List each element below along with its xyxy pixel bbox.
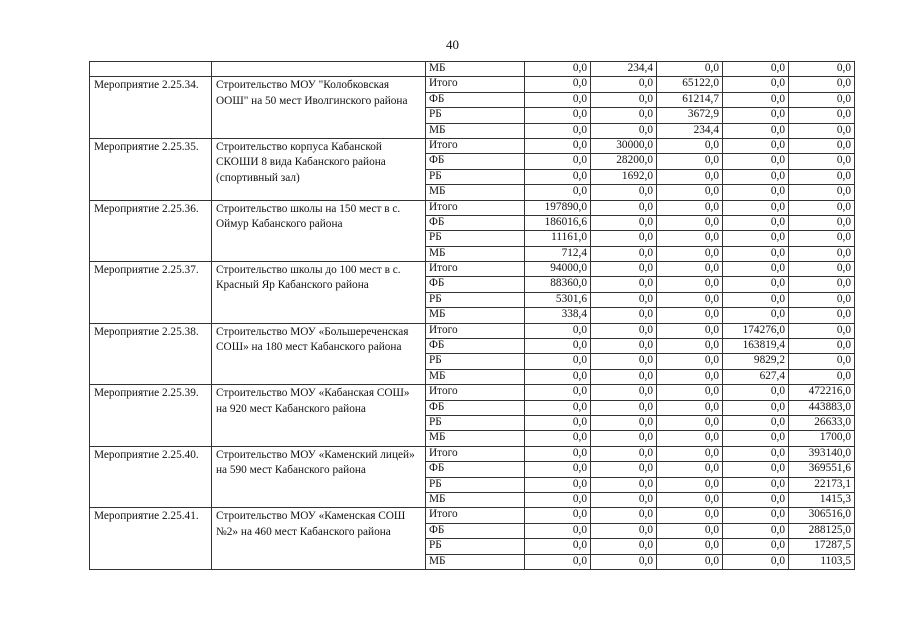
value-cell: 0,0 xyxy=(591,415,657,430)
description-cell: Строительство МОУ «Кабанская СОШ» на 920 мест Кабанского района xyxy=(212,385,426,447)
source-cell: РБ xyxy=(426,354,525,369)
value-cell: 0,0 xyxy=(657,431,723,446)
source-cell: МБ xyxy=(426,308,525,323)
value-cell: 0,0 xyxy=(657,154,723,169)
value-cell: 26633,0 xyxy=(789,415,855,430)
value-cell: 0,0 xyxy=(723,231,789,246)
value-cell: 234,4 xyxy=(657,123,723,138)
value-cell: 0,0 xyxy=(591,200,657,215)
source-cell: ФБ xyxy=(426,523,525,538)
value-cell: 0,0 xyxy=(525,400,591,415)
value-cell: 0,0 xyxy=(723,539,789,554)
value-cell: 0,0 xyxy=(591,508,657,523)
description-cell: Строительство МОУ «Каменский лицей» на 590 мест Кабанского района xyxy=(212,446,426,508)
value-cell: 30000,0 xyxy=(591,138,657,153)
value-cell: 0,0 xyxy=(723,169,789,184)
source-cell: Итого xyxy=(426,446,525,461)
value-cell: 0,0 xyxy=(723,108,789,123)
description-cell: Строительство МОУ «Каменская СОШ №2» на 460 мест Кабанского района xyxy=(212,508,426,570)
value-cell: 0,0 xyxy=(657,477,723,492)
value-cell: 0,0 xyxy=(591,523,657,538)
value-cell: 0,0 xyxy=(591,492,657,507)
value-cell: 0,0 xyxy=(723,554,789,569)
value-cell: 174276,0 xyxy=(723,323,789,338)
source-cell: РБ xyxy=(426,169,525,184)
value-cell: 0,0 xyxy=(591,262,657,277)
value-cell: 0,0 xyxy=(591,323,657,338)
value-cell: 0,0 xyxy=(657,400,723,415)
value-cell: 1415,3 xyxy=(789,492,855,507)
value-cell: 0,0 xyxy=(789,292,855,307)
value-cell: 0,0 xyxy=(525,523,591,538)
source-cell: ФБ xyxy=(426,154,525,169)
measure-cell: Мероприятие 2.25.34. xyxy=(90,77,212,139)
value-cell: 0,0 xyxy=(591,446,657,461)
value-cell: 0,0 xyxy=(591,215,657,230)
value-cell: 0,0 xyxy=(591,277,657,292)
page-number: 40 xyxy=(446,37,459,52)
value-cell: 0,0 xyxy=(525,108,591,123)
value-cell: 0,0 xyxy=(591,385,657,400)
value-cell: 0,0 xyxy=(657,415,723,430)
value-cell: 0,0 xyxy=(591,231,657,246)
value-cell: 0,0 xyxy=(789,215,855,230)
value-cell: 443883,0 xyxy=(789,400,855,415)
source-cell: ФБ xyxy=(426,277,525,292)
value-cell: 0,0 xyxy=(591,185,657,200)
value-cell: 0,0 xyxy=(657,323,723,338)
value-cell: 0,0 xyxy=(723,154,789,169)
value-cell: 0,0 xyxy=(591,477,657,492)
description-cell: Строительство корпуса Кабанской СКОШИ 8 вида Кабанского района (спортивный зал) xyxy=(212,138,426,200)
value-cell: 1700,0 xyxy=(789,431,855,446)
value-cell: 0,0 xyxy=(591,292,657,307)
source-cell: РБ xyxy=(426,292,525,307)
value-cell: 0,0 xyxy=(723,415,789,430)
value-cell: 65122,0 xyxy=(657,77,723,92)
description-cell: Строительство МОУ «Большереченская СОШ» на 180 мест Кабанского района xyxy=(212,323,426,385)
value-cell: 0,0 xyxy=(723,277,789,292)
funding-table xyxy=(89,61,855,570)
value-cell: 0,0 xyxy=(657,200,723,215)
value-cell: 0,0 xyxy=(591,554,657,569)
value-cell: 0,0 xyxy=(789,138,855,153)
value-cell: 0,0 xyxy=(789,185,855,200)
value-cell: 0,0 xyxy=(591,92,657,107)
value-cell: 0,0 xyxy=(591,308,657,323)
source-cell: МБ xyxy=(426,123,525,138)
value-cell: 0,0 xyxy=(723,385,789,400)
table-row xyxy=(90,508,855,523)
value-cell: 0,0 xyxy=(657,231,723,246)
value-cell: 9829,2 xyxy=(723,354,789,369)
value-cell: 61214,7 xyxy=(657,92,723,107)
value-cell: 0,0 xyxy=(723,431,789,446)
value-cell: 0,0 xyxy=(723,508,789,523)
value-cell: 0,0 xyxy=(525,477,591,492)
value-cell: 0,0 xyxy=(789,339,855,354)
source-cell: ФБ xyxy=(426,462,525,477)
value-cell: 0,0 xyxy=(657,308,723,323)
value-cell: 0,0 xyxy=(591,123,657,138)
value-cell: 88360,0 xyxy=(525,277,591,292)
value-cell: 0,0 xyxy=(789,92,855,107)
value-cell: 3672,9 xyxy=(657,108,723,123)
value-cell: 0,0 xyxy=(657,138,723,153)
value-cell: 0,0 xyxy=(723,262,789,277)
value-cell: 0,0 xyxy=(789,108,855,123)
source-cell: МБ xyxy=(426,554,525,569)
table-row xyxy=(90,200,855,215)
value-cell: 17287,5 xyxy=(789,539,855,554)
table-row xyxy=(90,62,855,77)
value-cell: 393140,0 xyxy=(789,446,855,461)
source-cell: РБ xyxy=(426,108,525,123)
source-cell: РБ xyxy=(426,539,525,554)
value-cell: 0,0 xyxy=(591,354,657,369)
value-cell: 0,0 xyxy=(657,508,723,523)
value-cell: 0,0 xyxy=(723,123,789,138)
value-cell: 0,0 xyxy=(723,138,789,153)
source-cell: РБ xyxy=(426,415,525,430)
measure-cell xyxy=(90,62,212,77)
value-cell: 0,0 xyxy=(789,154,855,169)
value-cell: 0,0 xyxy=(789,354,855,369)
value-cell: 0,0 xyxy=(525,508,591,523)
value-cell: 0,0 xyxy=(591,462,657,477)
value-cell: 0,0 xyxy=(657,277,723,292)
value-cell: 0,0 xyxy=(525,339,591,354)
value-cell: 28200,0 xyxy=(591,154,657,169)
description-cell: Строительство школы на 150 мест в с. Оймур Кабанского района xyxy=(212,200,426,262)
table-row xyxy=(90,138,855,153)
value-cell: 0,0 xyxy=(591,339,657,354)
value-cell: 0,0 xyxy=(525,77,591,92)
value-cell: 0,0 xyxy=(657,62,723,77)
source-cell: ФБ xyxy=(426,339,525,354)
source-cell: РБ xyxy=(426,231,525,246)
source-cell: РБ xyxy=(426,477,525,492)
measure-cell: Мероприятие 2.25.40. xyxy=(90,446,212,508)
value-cell: 0,0 xyxy=(789,262,855,277)
value-cell: 0,0 xyxy=(657,169,723,184)
value-cell: 0,0 xyxy=(657,215,723,230)
source-cell: МБ xyxy=(426,369,525,384)
measure-cell: Мероприятие 2.25.38. xyxy=(90,323,212,385)
value-cell: 0,0 xyxy=(657,385,723,400)
description-cell: Строительство МОУ "Колобковская ООШ" на 50 мест Иволгинского района xyxy=(212,77,426,139)
value-cell: 0,0 xyxy=(789,323,855,338)
value-cell: 0,0 xyxy=(525,323,591,338)
value-cell: 0,0 xyxy=(723,200,789,215)
value-cell: 0,0 xyxy=(525,385,591,400)
measure-cell: Мероприятие 2.25.39. xyxy=(90,385,212,447)
value-cell: 0,0 xyxy=(789,308,855,323)
table-row xyxy=(90,385,855,400)
value-cell: 627,4 xyxy=(723,369,789,384)
value-cell: 0,0 xyxy=(591,369,657,384)
value-cell: 0,0 xyxy=(723,492,789,507)
source-cell: Итого xyxy=(426,385,525,400)
value-cell: 0,0 xyxy=(789,169,855,184)
source-cell: МБ xyxy=(426,62,525,77)
value-cell: 0,0 xyxy=(591,400,657,415)
value-cell: 0,0 xyxy=(657,185,723,200)
value-cell: 0,0 xyxy=(723,477,789,492)
value-cell: 0,0 xyxy=(591,539,657,554)
value-cell: 306516,0 xyxy=(789,508,855,523)
value-cell: 0,0 xyxy=(723,215,789,230)
value-cell: 0,0 xyxy=(525,415,591,430)
table-row xyxy=(90,323,855,338)
value-cell: 0,0 xyxy=(525,169,591,184)
value-cell: 0,0 xyxy=(657,369,723,384)
value-cell: 712,4 xyxy=(525,246,591,261)
description-cell xyxy=(212,62,426,77)
value-cell: 0,0 xyxy=(657,539,723,554)
value-cell: 1103,5 xyxy=(789,554,855,569)
value-cell: 163819,4 xyxy=(723,339,789,354)
value-cell: 0,0 xyxy=(525,92,591,107)
value-cell: 0,0 xyxy=(591,77,657,92)
value-cell: 0,0 xyxy=(789,77,855,92)
description-cell: Строительство школы до 100 мест в с. Красный Яр Кабанского района xyxy=(212,262,426,324)
source-cell: ФБ xyxy=(426,215,525,230)
value-cell: 0,0 xyxy=(525,154,591,169)
table-row xyxy=(90,77,855,92)
value-cell: 472216,0 xyxy=(789,385,855,400)
value-cell: 369551,6 xyxy=(789,462,855,477)
value-cell: 0,0 xyxy=(657,292,723,307)
value-cell: 338,4 xyxy=(525,308,591,323)
value-cell: 0,0 xyxy=(789,246,855,261)
value-cell: 94000,0 xyxy=(525,262,591,277)
value-cell: 0,0 xyxy=(789,62,855,77)
measure-cell: Мероприятие 2.25.36. xyxy=(90,200,212,262)
source-cell: МБ xyxy=(426,246,525,261)
value-cell: 0,0 xyxy=(657,246,723,261)
value-cell: 186016,6 xyxy=(525,215,591,230)
value-cell: 0,0 xyxy=(525,185,591,200)
value-cell: 0,0 xyxy=(525,354,591,369)
value-cell: 0,0 xyxy=(657,462,723,477)
value-cell: 0,0 xyxy=(525,492,591,507)
value-cell: 0,0 xyxy=(723,462,789,477)
value-cell: 0,0 xyxy=(789,231,855,246)
table-body xyxy=(90,62,855,570)
table-row xyxy=(90,446,855,461)
measure-cell: Мероприятие 2.25.35. xyxy=(90,138,212,200)
value-cell: 234,4 xyxy=(591,62,657,77)
value-cell: 0,0 xyxy=(657,492,723,507)
value-cell: 0,0 xyxy=(591,246,657,261)
value-cell: 0,0 xyxy=(723,62,789,77)
value-cell: 0,0 xyxy=(723,400,789,415)
value-cell: 0,0 xyxy=(591,108,657,123)
value-cell: 0,0 xyxy=(723,77,789,92)
value-cell: 0,0 xyxy=(657,446,723,461)
source-cell: ФБ xyxy=(426,92,525,107)
value-cell: 0,0 xyxy=(657,354,723,369)
value-cell: 0,0 xyxy=(657,523,723,538)
value-cell: 5301,6 xyxy=(525,292,591,307)
value-cell: 0,0 xyxy=(723,523,789,538)
value-cell: 11161,0 xyxy=(525,231,591,246)
table-row xyxy=(90,262,855,277)
value-cell: 1692,0 xyxy=(591,169,657,184)
source-cell: Итого xyxy=(426,138,525,153)
value-cell: 197890,0 xyxy=(525,200,591,215)
value-cell: 0,0 xyxy=(525,539,591,554)
source-cell: Итого xyxy=(426,262,525,277)
value-cell: 0,0 xyxy=(723,246,789,261)
value-cell: 0,0 xyxy=(657,339,723,354)
source-cell: МБ xyxy=(426,431,525,446)
value-cell: 288125,0 xyxy=(789,523,855,538)
source-cell: Итого xyxy=(426,508,525,523)
value-cell: 0,0 xyxy=(525,554,591,569)
measure-cell: Мероприятие 2.25.41. xyxy=(90,508,212,570)
value-cell: 0,0 xyxy=(789,369,855,384)
source-cell: МБ xyxy=(426,492,525,507)
value-cell: 0,0 xyxy=(525,369,591,384)
value-cell: 0,0 xyxy=(591,431,657,446)
value-cell: 0,0 xyxy=(525,138,591,153)
source-cell: ФБ xyxy=(426,400,525,415)
value-cell: 0,0 xyxy=(789,200,855,215)
value-cell: 0,0 xyxy=(723,292,789,307)
measure-cell: Мероприятие 2.25.37. xyxy=(90,262,212,324)
source-cell: МБ xyxy=(426,185,525,200)
value-cell: 0,0 xyxy=(723,446,789,461)
value-cell: 0,0 xyxy=(525,462,591,477)
value-cell: 22173,1 xyxy=(789,477,855,492)
source-cell: Итого xyxy=(426,77,525,92)
value-cell: 0,0 xyxy=(723,92,789,107)
value-cell: 0,0 xyxy=(657,554,723,569)
value-cell: 0,0 xyxy=(723,308,789,323)
source-cell: Итого xyxy=(426,323,525,338)
value-cell: 0,0 xyxy=(723,185,789,200)
value-cell: 0,0 xyxy=(525,62,591,77)
value-cell: 0,0 xyxy=(789,123,855,138)
value-cell: 0,0 xyxy=(525,123,591,138)
value-cell: 0,0 xyxy=(657,262,723,277)
value-cell: 0,0 xyxy=(525,446,591,461)
value-cell: 0,0 xyxy=(525,431,591,446)
source-cell: Итого xyxy=(426,200,525,215)
value-cell: 0,0 xyxy=(789,277,855,292)
